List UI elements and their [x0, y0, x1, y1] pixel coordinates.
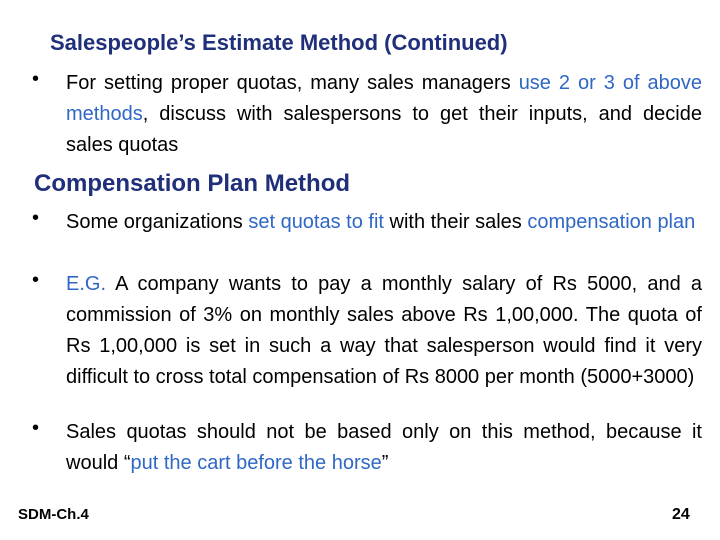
bullet-dot-icon: •: [32, 269, 40, 291]
bullet-text: [66, 207, 702, 238]
footer-chapter-label: SDM-Ch.4: [18, 506, 89, 523]
bullet-dot-icon: •: [32, 207, 40, 229]
highlighted-text: use 2 or 3 of above methods: [66, 72, 702, 125]
body-text: , discuss with salespersons to get their inputs, and decide sales quotas: [66, 103, 702, 156]
bullet-text: [66, 417, 702, 479]
bullet-dot-icon: •: [32, 417, 40, 439]
body-text: A company wants to pay a monthly salary of Rs 5000, and a commission of 3% on monthly sales above Rs 1,00,000. The quota of Rs 1,00,000 is set in such a way that salesperson would find it very difficult to cross total compensation of Rs 8000 per month (5000+3000): [66, 273, 702, 388]
bullet-text: [66, 68, 702, 161]
slide-title: Salespeople’s Estimate Method (Continued): [50, 30, 508, 55]
body-text: For setting proper quotas, many sales managers: [66, 72, 519, 94]
body-text: with their sales: [383, 211, 528, 233]
page-number: 24: [672, 506, 690, 523]
highlighted-text: compensation plan: [527, 211, 696, 233]
body-text: Sales quotas should not be based only on this method, because it would “: [66, 421, 702, 474]
section-heading: Compensation Plan Method: [34, 170, 351, 197]
body-text: ”: [381, 452, 389, 474]
body-text: Some organizations: [66, 211, 249, 233]
bullet-text: [66, 269, 702, 393]
highlighted-text: set quotas to fit: [248, 211, 384, 233]
highlighted-text: E.G.: [66, 273, 107, 295]
highlighted-text: put the cart before the horse: [130, 452, 382, 474]
bullet-dot-icon: •: [32, 68, 40, 90]
